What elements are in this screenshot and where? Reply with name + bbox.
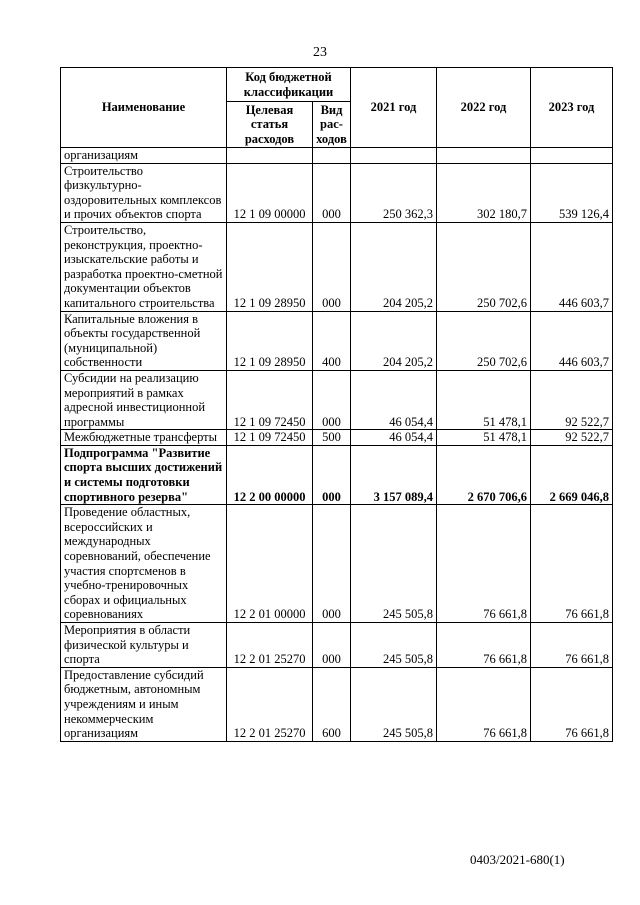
- row-vid: 000: [313, 163, 351, 222]
- row-vid: 000: [313, 445, 351, 504]
- row-name: Проведение областных, всероссийских и международных соревнований, обеспечение участия спортсменов в учебно-тренировочных сборах и официальных соревнованиях: [61, 505, 227, 623]
- row-code: 12 2 01 25270: [227, 667, 313, 741]
- row-name: Мероприятия в области физической культуры и спорта: [61, 623, 227, 668]
- table-row: [61, 430, 613, 446]
- row-2021: 250 362,3: [351, 163, 437, 222]
- row-name: Подпрограмма "Развитие спорта высших достижений и системы подготовки спортивного резерва": [61, 445, 227, 504]
- header-vid: Вид рас-ходов: [313, 102, 351, 148]
- row-2023: 76 661,8: [531, 505, 613, 623]
- row-2023: 446 603,7: [531, 311, 613, 370]
- row-2022: 76 661,8: [437, 505, 531, 623]
- row-vid: 400: [313, 311, 351, 370]
- row-2023: 92 522,7: [531, 430, 613, 446]
- row-2023: 76 661,8: [531, 667, 613, 741]
- header-2022: 2022 год: [437, 68, 531, 148]
- row-name: Строительство физкультурно-оздоровительных комплексов и прочих объектов спорта: [61, 163, 227, 222]
- row-2021: 245 505,8: [351, 623, 437, 668]
- row-2022: 250 702,6: [437, 311, 531, 370]
- row-code: 12 1 09 72450: [227, 370, 313, 429]
- header-name: Наименование: [61, 68, 227, 148]
- row-2022: 51 478,1: [437, 370, 531, 429]
- row-name: Предоставление субсидий бюджетным, автономным учреждениям и иным некоммерческим организациям: [61, 667, 227, 741]
- header-2021: 2021 год: [351, 68, 437, 148]
- table-row: [61, 311, 613, 370]
- row-2021: 245 505,8: [351, 667, 437, 741]
- document-code: 0403/2021-680(1): [470, 852, 565, 867]
- page-number: 23: [313, 45, 327, 60]
- row-2022: 250 702,6: [437, 222, 531, 311]
- table-row: [61, 163, 613, 222]
- row-code: 12 1 09 00000: [227, 163, 313, 222]
- table-row: [61, 623, 613, 668]
- row-code: 12 2 01 00000: [227, 505, 313, 623]
- row-code: 12 1 09 28950: [227, 222, 313, 311]
- row-code: 12 1 09 72450: [227, 430, 313, 446]
- row-name: Субсидии на реализацию мероприятий в рамках адресной инвестиционной программы: [61, 370, 227, 429]
- row-2022: [437, 148, 531, 164]
- row-name: Капитальные вложения в объекты государственной (муниципальной) собственности: [61, 311, 227, 370]
- row-2022: 51 478,1: [437, 430, 531, 446]
- table-row: [61, 505, 613, 623]
- row-vid: [313, 148, 351, 164]
- header-target: Целевая статья расходов: [227, 102, 313, 148]
- row-2022: 76 661,8: [437, 623, 531, 668]
- row-2021: 204 205,2: [351, 311, 437, 370]
- row-2023: 539 126,4: [531, 163, 613, 222]
- table-row: [61, 667, 613, 741]
- table-row: [61, 445, 613, 504]
- header-code-group: Код бюджетной классификации: [227, 68, 351, 102]
- row-vid: 000: [313, 370, 351, 429]
- row-2022: 302 180,7: [437, 163, 531, 222]
- row-2021: 204 205,2: [351, 222, 437, 311]
- row-code: 12 2 00 00000: [227, 445, 313, 504]
- table-row: [61, 222, 613, 311]
- row-code: 12 2 01 25270: [227, 623, 313, 668]
- row-2021: [351, 148, 437, 164]
- row-2023: 76 661,8: [531, 623, 613, 668]
- row-2023: 2 669 046,8: [531, 445, 613, 504]
- row-2023: 92 522,7: [531, 370, 613, 429]
- row-vid: 000: [313, 623, 351, 668]
- row-2021: 3 157 089,4: [351, 445, 437, 504]
- row-vid: 000: [313, 505, 351, 623]
- budget-table: [60, 67, 613, 742]
- row-name: Строительство, реконструкция, проектно-изыскательские работы и разработка проектно-сметной документации объектов капитального строительства: [61, 222, 227, 311]
- row-2021: 245 505,8: [351, 505, 437, 623]
- table-row: [61, 370, 613, 429]
- row-name: организациям: [61, 148, 227, 164]
- row-2023: 446 603,7: [531, 222, 613, 311]
- row-2021: 46 054,4: [351, 430, 437, 446]
- row-code: 12 1 09 28950: [227, 311, 313, 370]
- row-vid: 600: [313, 667, 351, 741]
- row-code: [227, 148, 313, 164]
- row-vid: 500: [313, 430, 351, 446]
- row-2022: 2 670 706,6: [437, 445, 531, 504]
- row-vid: 000: [313, 222, 351, 311]
- row-2021: 46 054,4: [351, 370, 437, 429]
- table-row: [61, 148, 613, 164]
- header-2023: 2023 год: [531, 68, 613, 148]
- row-2023: [531, 148, 613, 164]
- row-name: Межбюджетные трансферты: [61, 430, 227, 446]
- row-2022: 76 661,8: [437, 667, 531, 741]
